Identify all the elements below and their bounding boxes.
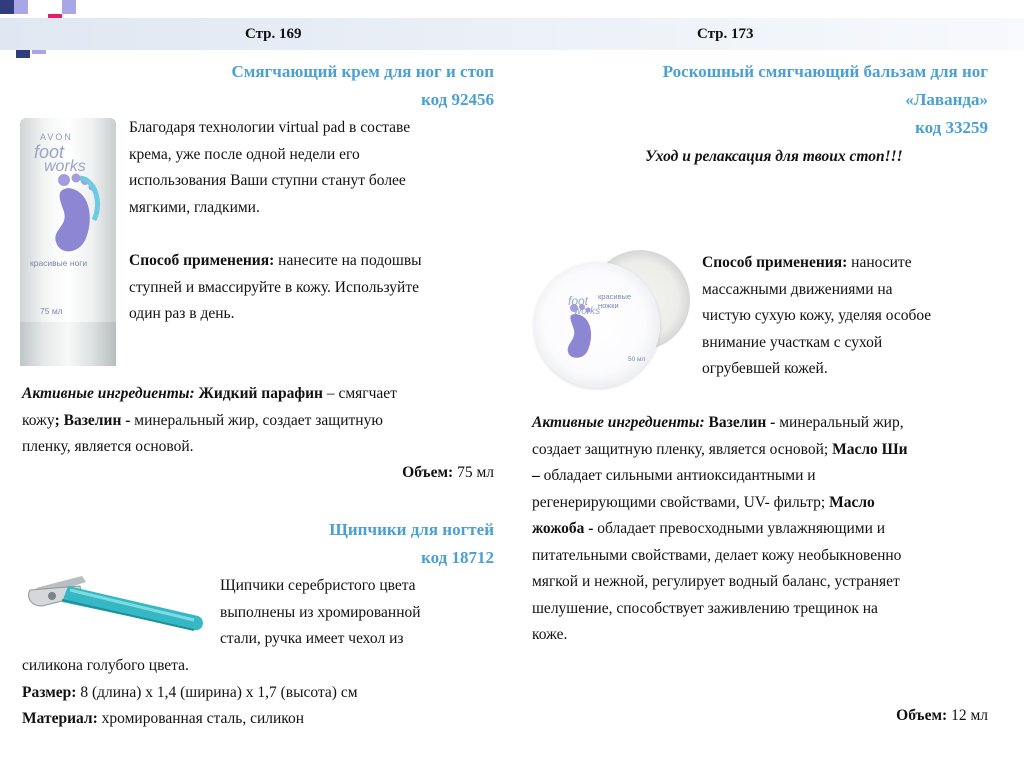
usage-text: массажными движениями на: [702, 280, 893, 298]
product-tagline: Уход и релаксация для твоих стоп!!!: [645, 148, 903, 165]
size-value: 8 (длина) х 1,4 (ширина) х 1,7 (высота) см: [76, 683, 358, 701]
ingredient-name: ; Вазелин -: [54, 411, 131, 429]
usage-text: нанесите на подошвы: [274, 252, 422, 269]
page-number-left: Стр. 169: [245, 26, 302, 42]
ingredient-text: обладает сильными антиоксидантными и: [539, 467, 816, 484]
line-label-2: works: [44, 158, 86, 175]
product-code: код 18712: [421, 548, 494, 567]
ingredient-text: обладает превосходными увлажняющими и: [593, 520, 886, 537]
description-line: крема, уже после одной недели его: [129, 145, 360, 163]
balm-ingredients: [532, 410, 1002, 649]
description-line: стали, ручка имеет чехол из: [220, 630, 404, 647]
cream-volume: [200, 460, 494, 487]
ingredient-name: –: [532, 467, 540, 484]
ingredient-text: минеральный жир,: [775, 414, 904, 431]
ingredient-text: создает защитную пленку, является основой;: [532, 440, 829, 458]
ingredient-text: – смягчает: [322, 385, 397, 402]
product-code: код 33259: [915, 118, 988, 137]
usage-label: Способ применения:: [702, 254, 848, 271]
usage-text: огрубевшей кожей.: [702, 360, 828, 377]
description-line: мягкими, гладкими.: [129, 198, 260, 216]
deco-square: [0, 0, 14, 14]
clipper-description: [220, 573, 500, 653]
description-line: Благодаря технологии virtual pad в составе: [129, 119, 411, 136]
ingredient-name: Вазелин -: [708, 414, 776, 431]
volume-value: 12 мл: [947, 707, 988, 724]
usage-text: чистую сухую кожу, уделяя особое: [702, 307, 932, 324]
ingredient-name: Масло Ши: [832, 440, 908, 458]
product-name: Роскошный смягчающий бальзам для ног: [662, 62, 988, 81]
cream-description: [129, 115, 499, 221]
ingredient-name: Масло: [829, 493, 875, 511]
brand-label: AVON: [40, 132, 73, 142]
header-band: [0, 18, 1024, 50]
usage-label: Способ применения:: [129, 252, 275, 269]
line-label: foot: [34, 142, 65, 162]
ingredient-text: пленку, является основой.: [22, 438, 194, 455]
balm-volume: [700, 703, 988, 730]
clipper-details: [22, 653, 502, 733]
product-sub-label: красивые ноги: [30, 258, 88, 268]
ingredient-text: питательными свойствами, делает кожу необыкновенно: [532, 546, 902, 564]
foot-print-icon: [28, 168, 108, 258]
volume-label: Объем:: [402, 464, 454, 481]
ingredient-text: коже.: [532, 626, 568, 643]
product-title: [100, 58, 494, 114]
product-name: Смягчающий крем для ног и стоп: [231, 62, 494, 81]
page-number-right: Стр. 173: [697, 26, 754, 42]
balm-usage: [702, 250, 992, 383]
material-value: хромированная сталь, силикон: [97, 710, 305, 727]
volume-value: 75 мл: [453, 464, 494, 481]
size-label: Размер:: [22, 683, 77, 701]
ingredient-text: мягкой и нежной, регулирует водный баланс, устраняет: [532, 573, 900, 590]
product-name-line-2: «Лаванда»: [905, 90, 988, 109]
description-line: выполнены из хромированной: [220, 603, 421, 621]
deco-square: [14, 0, 28, 14]
cream-ingredients: [22, 381, 502, 461]
usage-text: ступней и вмассируйте в кожу. Используйте: [129, 278, 419, 296]
nail-clipper-image: [22, 566, 208, 642]
ingredients-label: Активные ингредиенты:: [532, 414, 705, 431]
product-name: Щипчики для ногтей: [329, 520, 494, 539]
ingredient-name: Жидкий парафин: [198, 385, 323, 402]
description-line: использования Ваши ступни станут более: [129, 172, 406, 189]
description-line: Щипчики серебристого цвета: [220, 577, 416, 594]
tube-cap: [20, 322, 116, 366]
usage-text: внимание участкам с сухой: [702, 333, 883, 351]
volume-label-on-tube: 75 мл: [40, 306, 63, 316]
ingredient-name: жожоба -: [532, 520, 594, 537]
description-line: силикона голубого цвета.: [22, 657, 189, 674]
product-code: код 92456: [421, 90, 494, 109]
product-title: [560, 58, 988, 142]
usage-text: один раз в день.: [129, 305, 235, 322]
cream-usage: [129, 248, 499, 328]
material-label: Материал:: [22, 710, 98, 727]
line-label: foot: [568, 294, 589, 308]
line-label-2: works: [574, 306, 601, 317]
volume-label: Объем:: [896, 707, 948, 724]
deco-square: [62, 0, 76, 14]
volume-label-on-jar: 50 мл: [628, 356, 646, 363]
ingredient-text: регенерирующими свойствами, UV- фильтр;: [532, 493, 826, 511]
ingredient-text: шелушение, способствует заживлению трещинок на: [532, 599, 878, 617]
product-title: [200, 516, 494, 572]
product-sub-label: красивые ножки: [598, 292, 632, 310]
ingredients-label: Активные ингредиенты:: [22, 385, 195, 402]
usage-text: наносите: [847, 254, 912, 271]
ingredient-text: кожу: [22, 411, 55, 429]
ingredient-text: минеральный жир, создает защитную: [130, 411, 383, 429]
